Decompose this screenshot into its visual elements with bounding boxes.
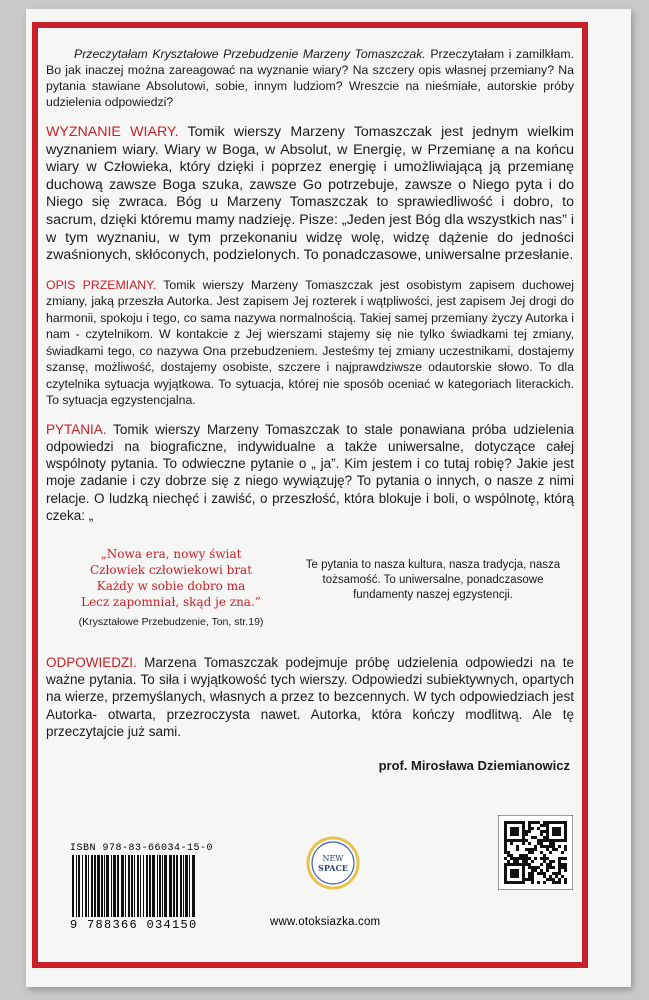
poem-line: „Nowa era, nowy świat (100, 546, 242, 561)
isbn-label: ISBN 978-83-66034-15-0 (70, 843, 214, 854)
intro-body: Przeczytałam i zamilkłam. Bo jak inaczej można zareagować na wyznanie wiary? Na szczery opis własnej przemiany? Na pytania stawiane Absolutowi, sobie, innym ludziom? Wreszcie na nieśmiałe, autorskie próby udzielenia odpowiedzi? (46, 47, 574, 109)
website-url: www.otoksiazka.com (270, 916, 381, 928)
poem-line: Każdy w sobie dobro ma (96, 578, 246, 593)
poem-line: Lecz zapomniał, skąd je zna.” (81, 594, 261, 609)
barcode-digits: 9 788366 034150 (70, 918, 198, 932)
keyword-wyznanie: WYZNANIE WIARY. (46, 124, 179, 140)
body-opis: Tomik wierszy Marzeny Tomaszczak jest osobistym zapisem duchowej zmiany, jaką przeszła Autorka. Jest zapisem Jej rozterek i wątpliwości, jest zapisem Jej drogi do harmonii, spokoju i tego, co sama nazywa normalnością. Takiej samej przemiany życzy Autorka i nam - czytelnikom. W kontakcie z Jej wierszami stajemy się nie tylko świadkami tej zmiany, świadkami tego, co nazywa Ona przebudzeniem. Jesteśmy tej zmiany uczestnikami, dostajemy szansę, możliwość, dostajemy osobiste, szczere i najprawdziwsze odautorskie słowo. To dla czytelnika sytuacja wyjątkowa. To sytuacja, której nie sposób oceniać w kategoriach literackich. To sytuacja egzystencjalna. (46, 277, 574, 408)
keyword-pytania: PYTANIA. (46, 421, 107, 437)
barcode (70, 855, 200, 925)
logo-line2: SPACE (318, 863, 348, 873)
section-wyznanie (46, 124, 574, 265)
section-opis (46, 277, 574, 409)
publisher-logo (305, 835, 361, 891)
keyword-odpowiedzi: ODPOWIEDZI. (46, 654, 137, 670)
author-signature: prof. Mirosława Dziemianowicz (378, 757, 570, 773)
quotes-block (46, 546, 574, 640)
aside-text: Te pytania to nasza kultura, nasza tradycja, nasza tożsamość. To uniwersalne, ponadczasowe fundamenty naszej egzystencji. (305, 558, 561, 601)
keyword-opis: OPIS PRZEMIANY. (46, 277, 157, 292)
poem-line: Człowiek człowiekowi brat (89, 562, 253, 577)
body-odpowiedzi: Marzena Tomaszczak podejmuje próbę udzielenia odpowiedzi na te ważne pytania. To siła i wyjątkowość tych wierszy. Odpowiedzi subiektywnych, opartych na wierze, przemyślanych, własnych a przez to bezcennych. W tych odpowiedziach jest Autorka- otwarta, przezroczysta nawet. Autorka, która kończy modlitwą. Ale tę przeczytajcie już sami. (46, 654, 574, 739)
intro-title: Przeczytałam Kryształowe Przebudzenie Marzeny Tomaszczak. (74, 47, 426, 61)
section-pytania (46, 421, 574, 524)
section-odpowiedzi (46, 654, 574, 740)
cover-text (46, 46, 574, 773)
body-wyznanie: Tomik wierszy Marzeny Tomaszczak jest jednym wielkim wyznaniem wiary. Wiary w Boga, w Absolut, w Energię, w Przemianę a na końcu wiary w Człowieka, który dzięki i poprzez energię i umożliwiającą ją przemianę duchową zawsze Boga szuka, zawsze Go potrzebuje, zawsze o Niego pyta i do Niego się zwraca. Bóg u Marzeny Tomaszczak to sprawiedliwość i dobro, to sacrum, dzięki któremu mamy nadzieję. Pisze: „Jeden jest Bóg dla wszystkich nas” i w tym wyznaniu, w tym przekonaniu widzę wolę, widzę dążenie do jedności zwaśnionych, skłóconych, podzielonych. To ponadczasowe, uniwersalne przesłanie. (46, 124, 574, 264)
body-pytania: Tomik wierszy Marzeny Tomaszczak to stale ponawiana próba udzielenia odpowiedzi na biograficzne, indywidualne a także uniwersalne, dotyczące całej wspólnoty pytania. To odwieczne pytanie o „ ja”. Kim jestem i co tutaj robię? Jakie jest moje zadanie i czy dobrze się z niego wywiązuję? To pytania o innych, o nasze z nimi relacje. O ludzką niechęć i zawiść, o przeszłość, która blokuje i boli, o wspólnotę, którą czeka: „ (46, 421, 574, 523)
quote-source: (Kryształowe Przebudzenie, Ton, str.19) (78, 615, 264, 628)
poem-quote (56, 546, 286, 630)
logo-line1: NEW (322, 854, 344, 863)
qr-code (498, 815, 573, 890)
intro-paragraph (46, 46, 574, 110)
